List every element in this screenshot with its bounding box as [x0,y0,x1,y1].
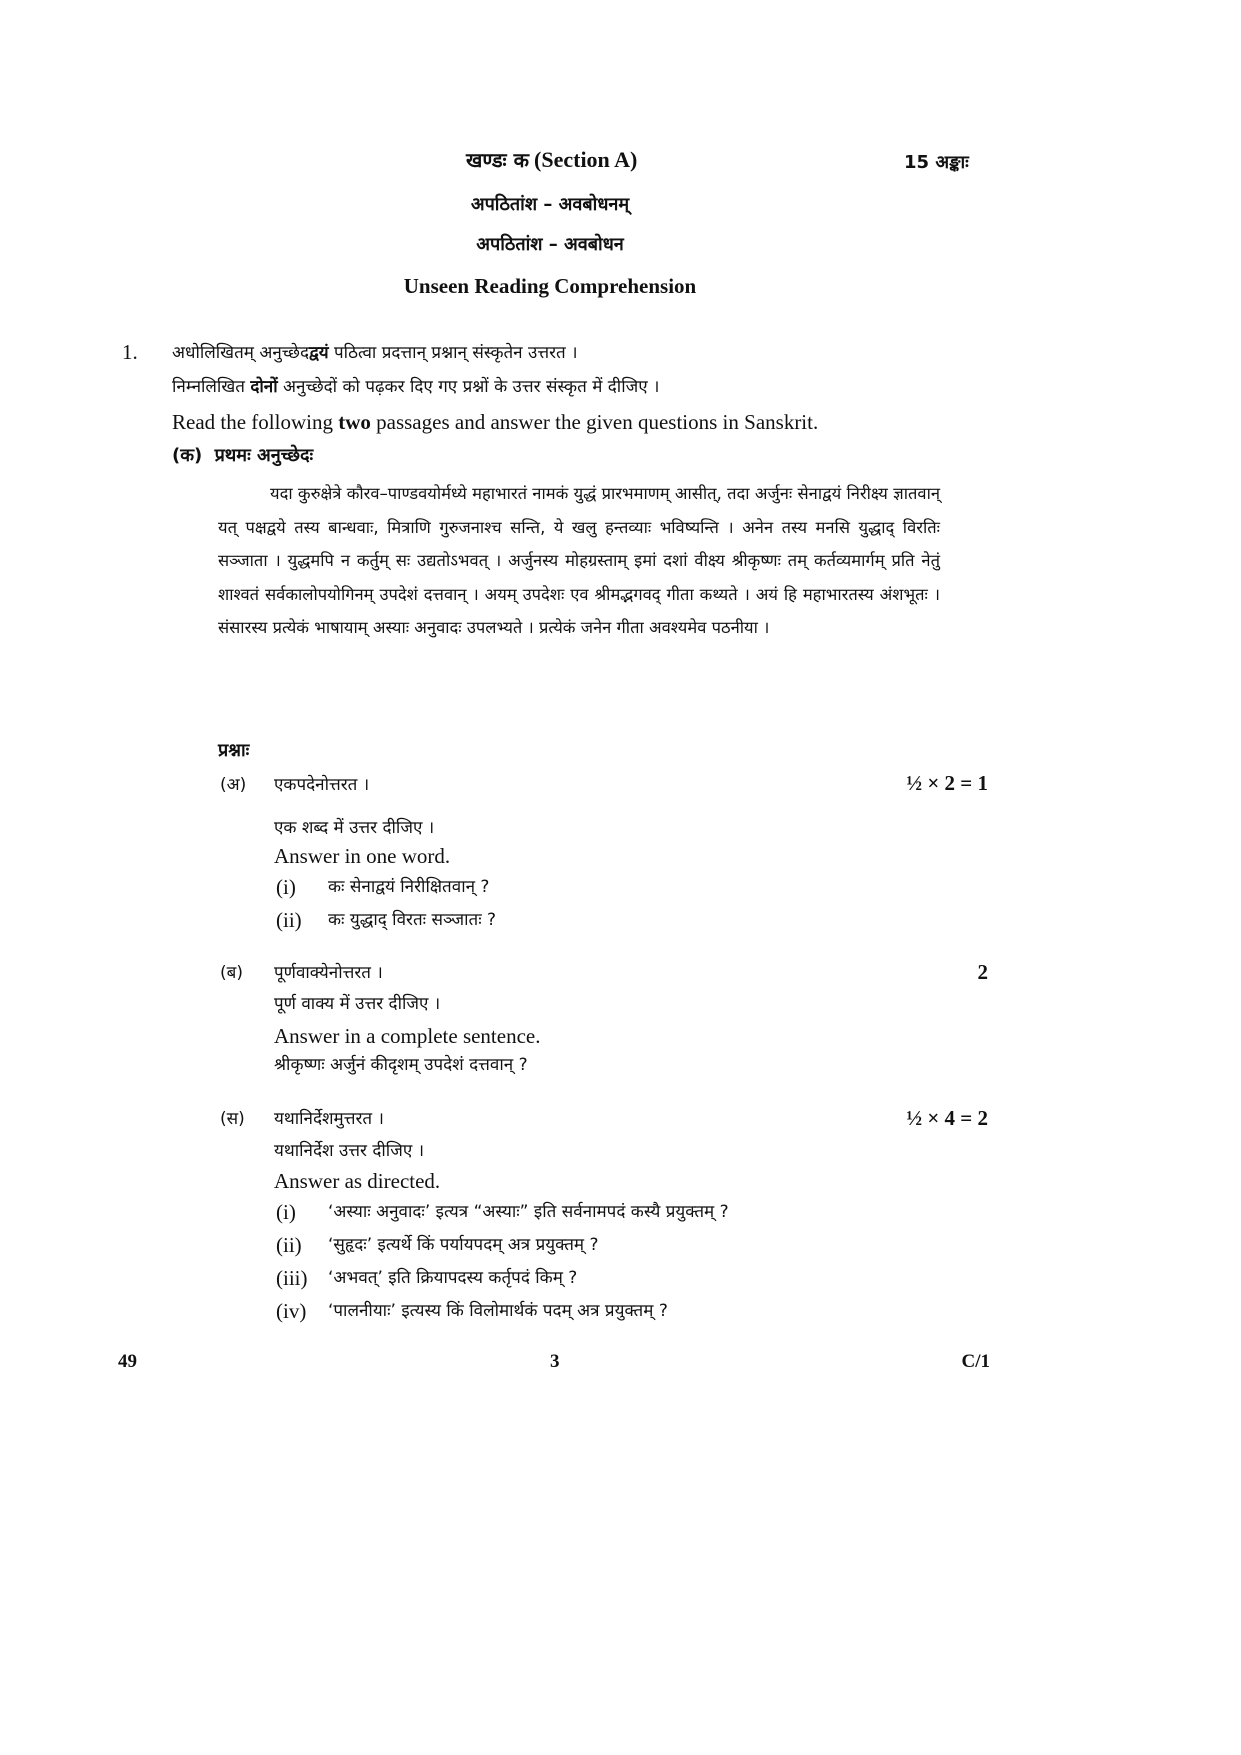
instruction-hindi-part: निम्नलिखित [172,377,251,397]
part-c-marks: ½ × 4 = 2 [906,1106,988,1130]
subtitle-sanskrit: अपठितांश – अवबोधनम् [470,194,630,215]
instruction-english-part: passages and answer the given questions in Sanskrit. [370,410,819,434]
part-c-label: (स) [220,1109,245,1129]
instruction-sanskrit [172,340,578,363]
section-title [466,146,637,173]
part-a-instruction-hindi: एक शब्द में उत्तर दीजिए । [274,818,435,838]
part-a-item-text: कः युद्धाद् विरतः सञ्जातः ? [328,910,497,930]
passage-body: यदा कुरुक्षेत्रे कौरव–पाण्डवयोर्मध्ये महाभारतं नामकं युद्धं प्रारभमाणम् आसीत्, तदा अर्जुनः सेनाद्वयं निरीक्ष्य ज्ञातवान् यत् पक्षद्वये तस्य बान्धवाः, मित्राणि गुरुजनाश्च सन्ति, ये खलु हन्तव्याः भविष्यन्ति । अनेन तस्य मनसि युद्धाद् विरतिः सञ्जाता । युद्धमपि न कर्तुम् सः उद्यतोऽभवत् । अर्जुनस्य मोहग्रस्ताम् इमां दशां वीक्ष्य श्रीकृष्णः तम् कर्तव्यमार्गम् प्रति नेतुं शाश्वतं सर्वकालोपयोगिनम् उपदेशं दत्तवान् । अयम् उपदेशः एव श्रीमद्भगवद् गीता कथ्यते । अयं हि महाभारतस्य अंशभूतः । संसारस्य प्रत्येकं भाषायाम् अस्याः अनुवादः उपलभ्यते । प्रत्येकं जनेन गीता अवश्यमेव पठनीया । [218,484,940,637]
part-a-item-num: (i) [276,875,296,899]
part-a-marks: ½ × 2 = 1 [906,771,988,795]
footer-code: 49 [118,1351,137,1372]
instruction-hindi [172,374,659,397]
instruction-english-bold: two [338,410,371,434]
instruction-english-part: Read the following [172,410,339,434]
passage-heading [172,443,313,467]
part-a-label: (अ) [220,775,247,795]
part-b-instruction-english: Answer in a complete sentence. [274,1024,541,1048]
part-b-label: (ब) [220,963,243,983]
section-marks: 15 अङ्काः [904,152,969,173]
part-c-item-num: (ii) [276,1233,302,1257]
instruction-english [172,410,818,435]
part-a-instruction-sanskrit: एकपदेनोत्तरत । [274,775,370,795]
part-c-instruction-hindi: यथानिर्देश उत्तर दीजिए । [274,1141,425,1161]
part-c-item-num: (iii) [276,1266,308,1290]
instruction-sanskrit-bold: द्वयं [308,343,329,363]
footer-page-number: 3 [550,1351,560,1372]
part-c-item-text: ‘अभवत्’ इति क्रियापदस्य कर्तृपदं किम् ? [328,1268,578,1288]
subtitle-hindi: अपठितांश – अवबोधन [476,234,624,255]
instruction-sanskrit-part: पठित्वा प्रदत्तान् प्रश्नान् संस्कृतेन उत्तरत । [328,343,578,363]
part-b-instruction-sanskrit: पूर्णवाक्येनोत्तरत । [274,963,383,983]
section-title-hi: खण्डः क [466,148,529,172]
part-b-marks: 2 [977,960,988,984]
passage-title: प्रथमः अनुच्छेदः [214,445,314,466]
part-c-item-num: (i) [276,1200,296,1224]
part-a-item-text: कः सेनाद्वयं निरीक्षितवान् ? [328,877,490,897]
instruction-hindi-bold: दोनों [250,377,278,397]
part-c-item-num: (iv) [276,1299,307,1323]
part-c-instruction-english: Answer as directed. [274,1169,441,1193]
part-b-instruction-hindi: पूर्ण वाक्य में उत्तर दीजिए । [274,994,441,1014]
part-a-instruction-english: Answer in one word. [274,844,451,868]
passage-label: (क) [172,445,203,466]
footer-set: C/1 [961,1351,990,1372]
part-c-item-text: ‘सुहृदः’ इत्यर्थे किं पर्यायपदम् अत्र प्रयुक्तम् ? [328,1235,599,1255]
subtitle-english: Unseen Reading Comprehension [403,274,697,298]
questions-label: प्रश्नाः [218,740,250,761]
part-c-instruction-sanskrit: यथानिर्देशमुत्तरत । [274,1109,384,1129]
part-a-item-num: (ii) [276,908,302,932]
part-c-item-text: ‘पालनीयाः’ इत्यस्य किं विलोमार्थकं पदम् अत्र प्रयुक्तम् ? [328,1301,668,1321]
part-c-item-text: ‘अस्याः अनुवादः’ इत्यत्र “अस्याः” इति सर्वनामपदं कस्यै प्रयुक्तम् ? [328,1202,729,1222]
instruction-sanskrit-part: अधोलिखितम् अनुच्छेद [172,343,309,363]
section-title-en: (Section A) [534,147,638,172]
part-b-question: श्रीकृष्णः अर्जुनं कीदृशम् उपदेशं दत्तवान् ? [274,1055,528,1075]
passage-text [218,477,940,645]
instruction-hindi-part: अनुच्छेदों को पढ़कर दिए गए प्रश्नों के उत्तर संस्कृत में दीजिए । [277,377,660,397]
question-number: 1. [122,340,138,364]
